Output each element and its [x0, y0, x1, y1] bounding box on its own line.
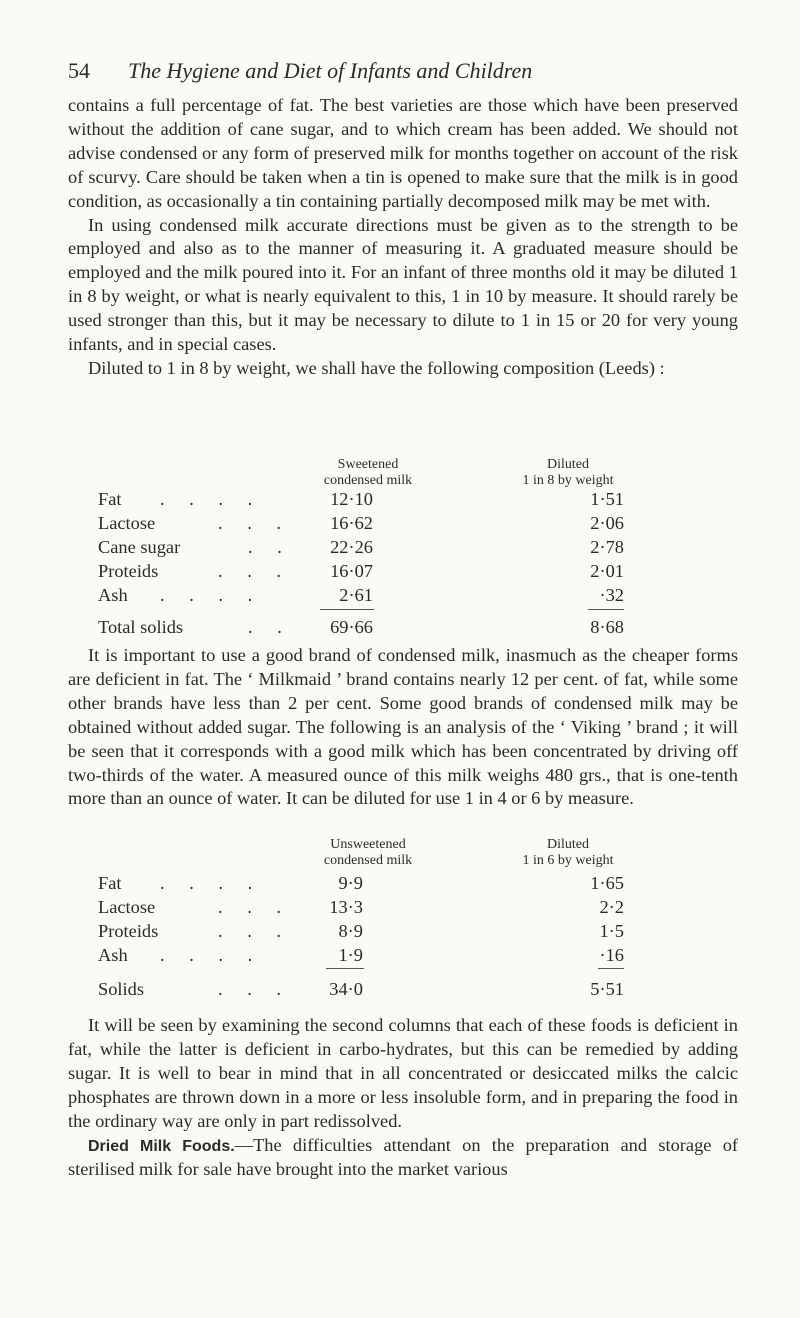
paragraph-4: It is important to use a good brand of condensed milk, inasmuch as the cheaper forms are deficient in fat. The ‘ Milkmaid ’ brand contains nearly 12 per cent. of fat, while some other brands have less than 2 per cent. Some good brands of condensed milk may be obtained without added sugar. The following is an analysis of the ‘ Viking ’ brand ; it will be seen that it corresponds with a good milk which has been concentrated by driving off two-thirds of the water. A measured ounce of this milk weighs 480 grs., that is one-tenth more than an ounce of water. It can be diluted for use 1 in 4 or 6 by measure. — [68, 645, 738, 809]
table1-col2-header: Diluted 1 in 8 by weight — [522, 457, 614, 488]
table1-sum-rule-2 — [588, 609, 624, 610]
table1-sum-rule-1 — [320, 609, 374, 610]
table-row: Fat . . . . 9·9 1·65 — [98, 873, 624, 893]
body-text-bottom — [68, 1014, 738, 1182]
table1-col1-header: Sweetened condensed milk — [323, 457, 413, 488]
running-title: The Hygiene and Diet of Infants and Children — [128, 58, 533, 83]
table-row: Lactose . . . 16·62 2·06 — [98, 513, 624, 533]
paragraph-1: contains a full percentage of fat. The best varieties are those which have been preserved without the addition of cane sugar, and to which cream has been added. We should not advise condensed or any form of preserved milk for months together on account of the risk of scurvy. Care should be taken when a tin is opened to make sure that the milk is in good condition, as occasionally a tin containing partially decomposed milk may be met with. — [68, 95, 738, 211]
running-header — [68, 58, 758, 84]
body-text-middle — [68, 644, 738, 811]
table-row: Cane sugar . . 22·26 2·78 — [98, 537, 624, 557]
table-total-row: Total solids . . 69·66 8·68 — [98, 617, 624, 637]
body-text-top — [68, 94, 738, 381]
table-row: Ash . . . . 1·9 ·16 — [98, 945, 624, 965]
paragraph-6-text: —The difficulties attendant on the preparation and storage of sterilised milk for sale have brought into the market various — [68, 1134, 739, 1180]
paragraph-6 — [68, 1134, 738, 1183]
table2-col1-header: Unsweetened condensed milk — [323, 837, 413, 868]
table-row: Proteids . . . 8·9 1·5 — [98, 921, 624, 941]
table-row: Ash . . . . 2·61 ·32 — [98, 585, 624, 605]
table-row: Fat . . . . 12·10 1·51 — [98, 489, 624, 509]
table2-sum-rule-2 — [598, 968, 624, 969]
table-row: Lactose . . . 13·3 2·2 — [98, 897, 624, 917]
table2-col2-header: Diluted 1 in 6 by weight — [522, 837, 614, 868]
paragraph-5: It will be seen by examining the second columns that each of these foods is deficient in fat, while the latter is deficient in carbo-hydrates, but this can be remedied by adding sugar. It is well to bear in mind that in all concentrated or desiccated milks the calcic phosphates are thrown down in a more or less insoluble form, and in preparing the food in the ordinary way are only in part redissolved. — [68, 1015, 738, 1131]
table-row: Proteids . . . 16·07 2·01 — [98, 561, 624, 581]
table2-sum-rule-1 — [326, 968, 364, 969]
table-total-row: Solids . . . 34·0 5·51 — [98, 979, 624, 999]
page-number: 54 — [68, 58, 90, 83]
paragraph-2: In using condensed milk accurate directions must be given as to the strength to be employed and also as to the manner of measuring it. A graduated measure should be employed and the milk poured into it. For an infant of three months old it may be diluted 1 in 8 by weight, or what is nearly equivalent to this, 1 in 10 by measure. It should rarely be used stronger than this, but it may be necessary to dilute to 1 in 15 or 20 for very young infants, and in special cases. — [68, 214, 738, 355]
section-heading: Dried Milk Foods. — [88, 1137, 235, 1155]
paragraph-3: Diluted to 1 in 8 by weight, we shall have the following composition (Leeds) : — [88, 357, 665, 378]
